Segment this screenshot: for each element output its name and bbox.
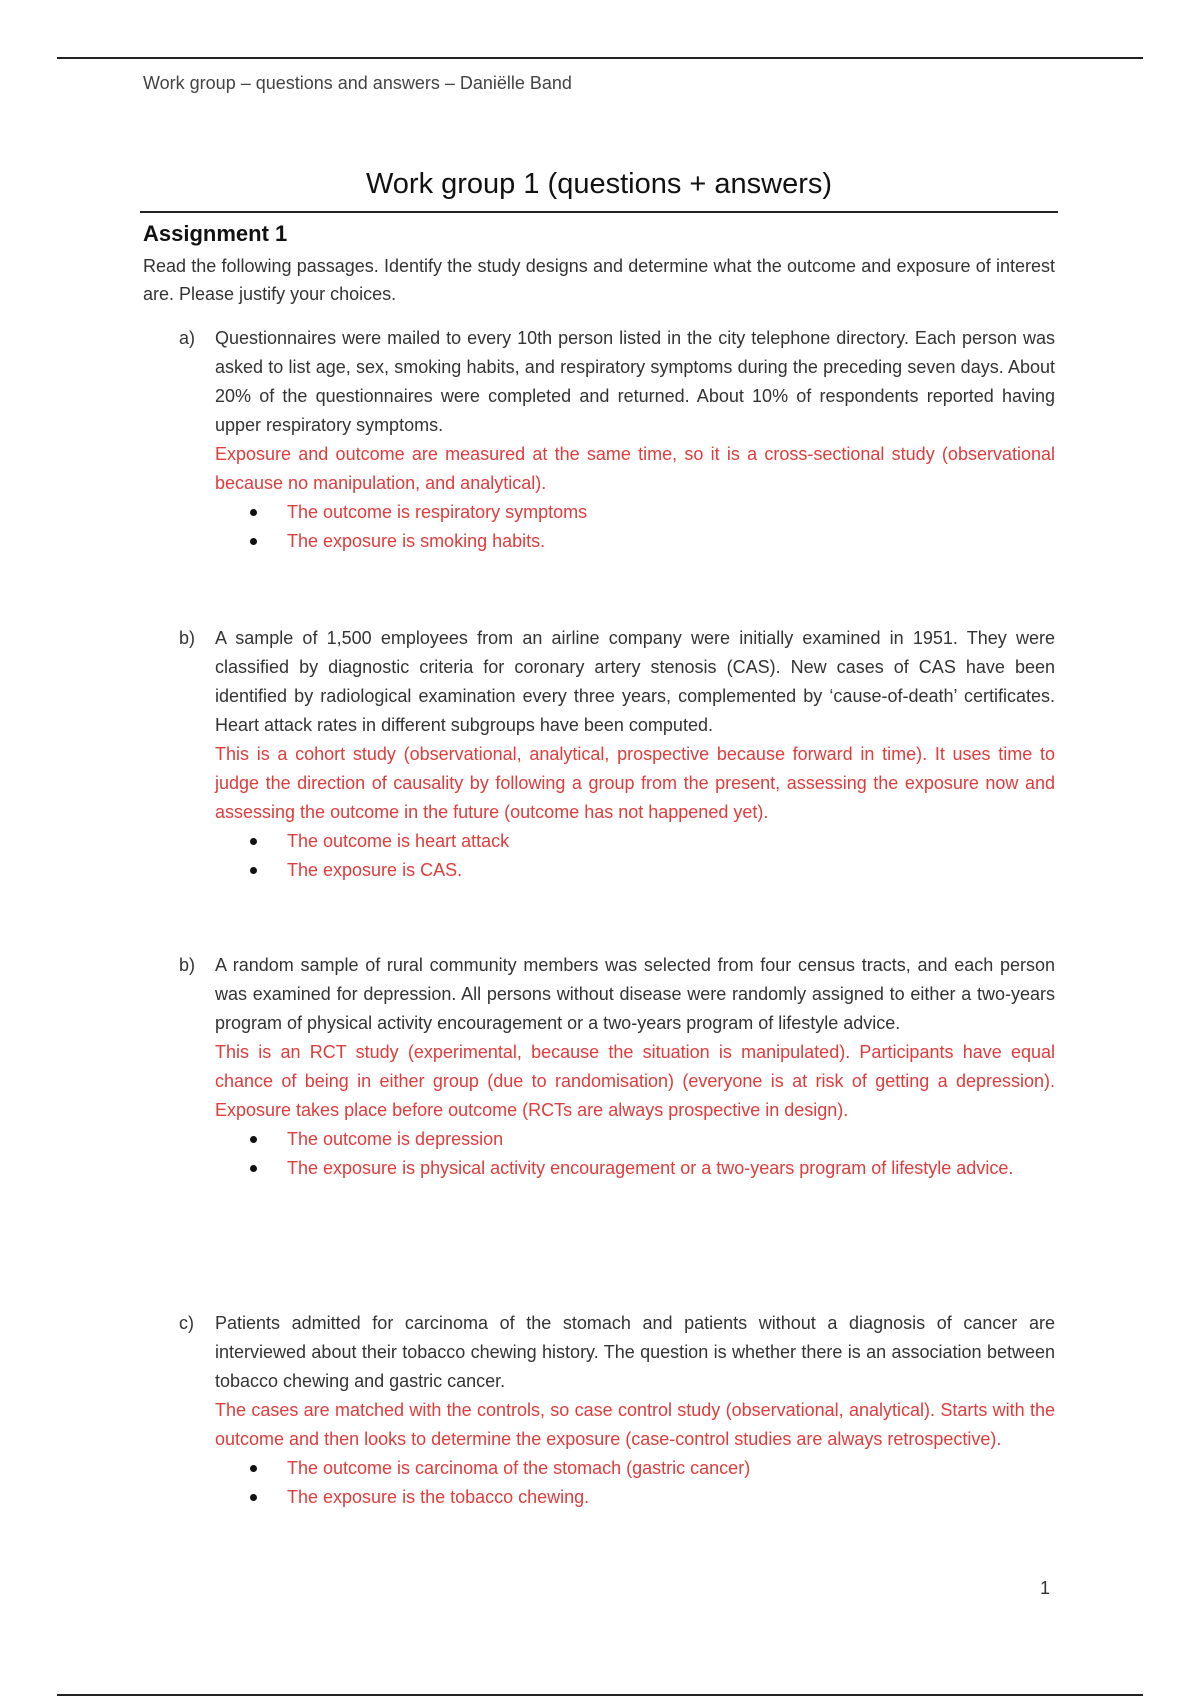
item-label: c): [179, 1313, 194, 1333]
page-title: Work group 1 (questions + answers): [365, 168, 833, 200]
list-item: [143, 324, 1055, 556]
bullet-exposure: The exposure is smoking habits.: [215, 527, 1055, 556]
page-number: 1: [1040, 1578, 1051, 1598]
bullet-outcome: The outcome is heart attack: [215, 827, 1055, 856]
answer-bullets: [215, 1125, 1055, 1183]
question-text: A random sample of rural community members was selected from four census tracts, and each person was examined for depression. All persons without disease were randomly assigned to either a two-years program of physical activity encouragement or a two-years program of lifestyle advice.: [215, 955, 1055, 1033]
item-label: b): [179, 628, 196, 648]
answer-text: This is a cohort study (observational, analytical, prospective because forward in time). It uses time to judge the direction of causality by following a group from the present, assessing the exposure now and assessing the outcome in the future (outcome has not happened yet).: [215, 744, 1055, 822]
title-underline: [140, 211, 1058, 213]
item-label: a): [179, 328, 196, 348]
bullet-outcome: The outcome is respiratory symptoms: [215, 498, 1055, 527]
bullet-outcome: The outcome is depression: [215, 1125, 1055, 1154]
list-item: [143, 951, 1055, 1183]
answer-text: The cases are matched with the controls, so case control study (observational, analytical). Starts with the outcome and then looks to determine the exposure (case-control studies are always retrospective).: [215, 1400, 1055, 1449]
answer-bullets: [215, 498, 1055, 556]
item-label: b): [179, 955, 196, 975]
assignment-intro: Read the following passages. Identify the study designs and determine what the outcome and exposure of interest are. Please justify your choices.: [143, 256, 1055, 304]
bullet-outcome: The outcome is carcinoma of the stomach (gastric cancer): [215, 1454, 1055, 1483]
bullet-exposure: The exposure is physical activity encouragement or a two-years program of lifestyle advice.: [215, 1154, 1055, 1183]
answer-text: Exposure and outcome are measured at the same time, so it is a cross-sectional study (observational because no manipulation, and analytical).: [215, 444, 1055, 493]
answer-text: This is an RCT study (experimental, because the situation is manipulated). Participants have equal chance of being in either group (due to randomisation) (everyone is at risk of getting a depression). Exposure takes place before outcome (RCTs are always prospective in design).: [215, 1042, 1055, 1120]
top-rule: [57, 57, 1143, 59]
answer-bullets: [215, 1454, 1055, 1512]
question-text: A sample of 1,500 employees from an airline company were initially examined in 1951. They were classified by diagnostic criteria for coronary artery stenosis (CAS). New cases of CAS have been identified by radiological examination every three years, complemented by ‘cause-of-death’ certificates. Heart attack rates in different subgroups have been computed.: [215, 628, 1055, 735]
bullet-exposure: The exposure is the tobacco chewing.: [215, 1483, 1055, 1512]
running-header: Work group – questions and answers – Daniëlle Band: [143, 73, 572, 93]
list-item: [143, 624, 1055, 885]
question-text: Questionnaires were mailed to every 10th person listed in the city telephone directory. Each person was asked to list age, sex, smoking habits, and respiratory symptoms during the preceding seven days. About 20% of the questionnaires were completed and returned. About 10% of respondents reported having upper respiratory symptoms.: [215, 328, 1055, 435]
assignment-heading: Assignment 1: [143, 221, 288, 246]
question-text: Patients admitted for carcinoma of the stomach and patients without a diagnosis of cancer are interviewed about their tobacco chewing history. The question is whether there is an association between tobacco chewing and gastric cancer.: [215, 1313, 1055, 1391]
answer-bullets: [215, 827, 1055, 885]
bullet-exposure: The exposure is CAS.: [215, 856, 1055, 885]
list-item: [143, 1309, 1055, 1512]
bottom-rule: [57, 1694, 1143, 1696]
